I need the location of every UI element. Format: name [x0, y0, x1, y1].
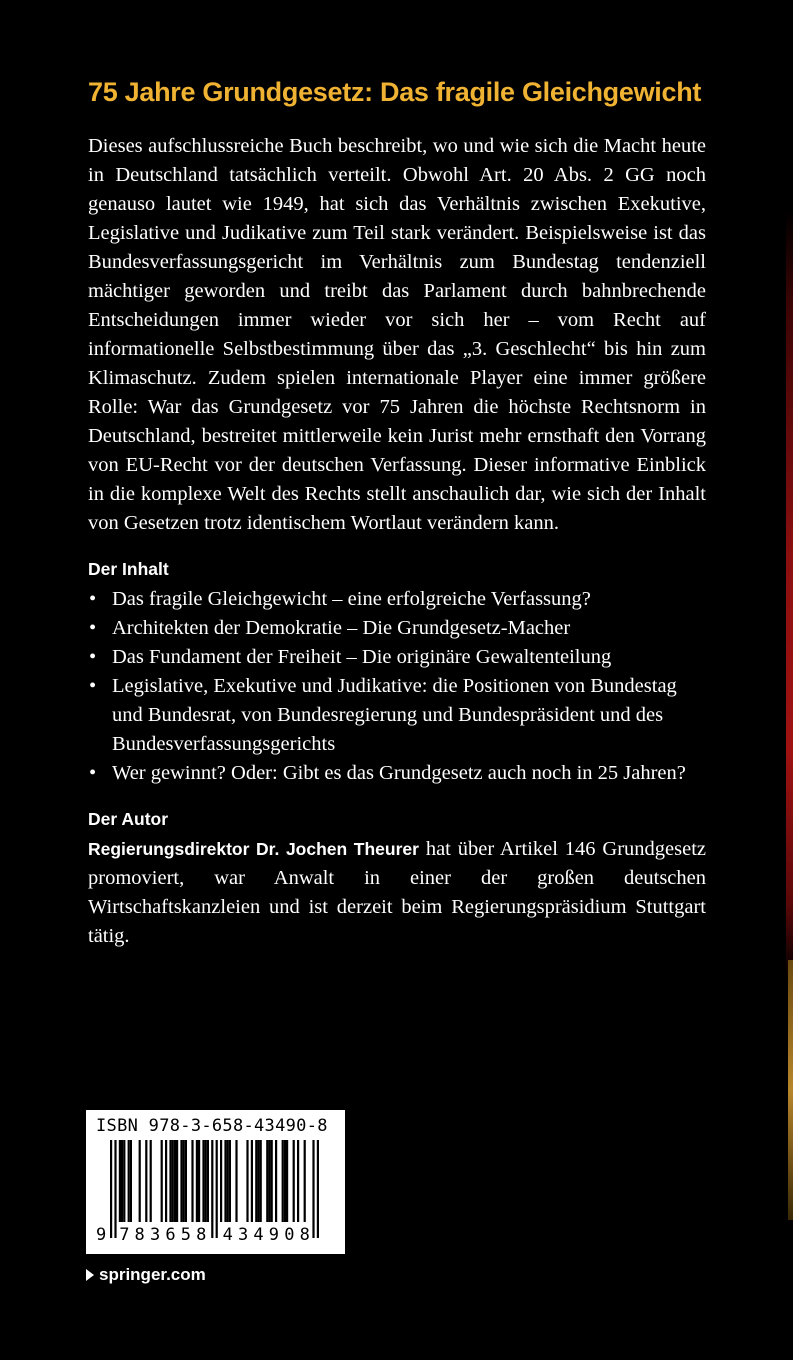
cover-edge-gold	[788, 960, 793, 1220]
bullet-mark: •	[89, 646, 97, 668]
publisher-link[interactable]	[86, 1264, 206, 1286]
author-heading: Der Autor	[88, 809, 169, 829]
contents-item	[88, 759, 706, 788]
barcode-digit: 4	[222, 1225, 233, 1245]
book-title: 75 Jahre Grundgesetz: Das fragile Gleichgewicht	[88, 77, 702, 107]
bullet-mark: •	[89, 588, 97, 610]
contents-item-text: Wer gewinnt? Oder: Gibt es das Grundgesetz auch noch in 25 Jahren?	[112, 762, 686, 784]
author-bio-text: hat über Artikel 146 Grundgesetz promoviert, war Anwalt in einer der großen deutschen Wirtschaftskanzleien und ist derzeit beim Regierungspräsidium Stuttgart tätig.	[88, 838, 706, 947]
contents-item	[88, 585, 706, 614]
barcode-digit: 8	[299, 1225, 310, 1245]
back-cover-content	[88, 74, 706, 951]
contents-item	[88, 643, 706, 672]
contents-heading: Der Inhalt	[88, 559, 169, 579]
contents-item-text: Das Fundament der Freiheit – Die originäre Gewaltenteilung	[112, 646, 612, 668]
contents-item-text: Das fragile Gleichgewicht – eine erfolgreiche Verfassung?	[112, 588, 591, 610]
barcode-digit: 8	[196, 1225, 207, 1245]
isbn-barcode	[86, 1110, 345, 1254]
barcode-digit: 5	[180, 1225, 192, 1245]
bullet-mark: •	[89, 675, 97, 697]
barcode-digit: 0	[284, 1225, 295, 1245]
author-bio	[88, 835, 706, 951]
barcode-digit: 3	[238, 1225, 249, 1245]
barcode-digit: 6	[165, 1225, 176, 1245]
contents-item-text: Architekten der Demokratie – Die Grundgesetz-Macher	[112, 617, 571, 639]
contents-item-text: Legislative, Exekutive und Judikative: die Positionen von Bundestag und Bundesrat, von Bundesregierung und Bundespräsident und des Bundesverfassungsgerichts	[112, 675, 677, 755]
cover-edge-red	[786, 210, 793, 980]
contents-item	[88, 672, 706, 759]
barcode-digit: 9	[268, 1225, 280, 1245]
barcode-digit: 7	[119, 1225, 130, 1245]
bullet-mark: •	[89, 617, 97, 639]
arrow-right-icon	[86, 1269, 94, 1281]
barcode-digit: 8	[134, 1225, 145, 1245]
book-description: Dieses aufschlussreiche Buch beschreibt, wo und wie sich die Macht heute in Deutschland tatsächlich verteilt. Obwohl Art. 20 Abs. 2 GG noch genauso lautet wie 1949, hat sich das Verhältnis zwischen Exekutive, Legislative und Judikative zum Teil stark verändert. Beispielsweise ist das Bundesverfassungsgericht im Verhältnis zum Bundestag tendenziell mächtiger geworden und treibt das Parlament durch bahnbrechende Entscheidungen immer wieder vor sich her – vom Recht auf informationelle Selbstbestimmung über das „3. Geschlecht“ bis hin zum Klimaschutz. Zudem spielen internationale Player eine immer größere Rolle: War das Grundgesetz vor 75 Jahren die höchste Rechtsnorm in Deutschland, bestreitet mittlerweile kein Jurist mehr ernsthaft den Vorrang von EU-Recht vor der deutschen Verfassung. Dieser informative Einblick in die komplexe Welt des Rechts stellt anschaulich dar, wie sich der Inhalt von Gesetzen trotz identischem Wortlaut verändern kann.	[88, 135, 706, 534]
contents-list	[88, 585, 706, 788]
barcode-digit: 9	[96, 1225, 107, 1245]
barcode-digits	[86, 1110, 345, 1254]
publisher-url: springer.com	[99, 1265, 206, 1284]
author-name: Regierungsdirektor Dr. Jochen Theurer	[88, 839, 419, 859]
contents-item	[88, 614, 706, 643]
barcode-digit: 4	[253, 1225, 264, 1245]
isbn-number: ISBN 978-3-658-43490-8	[96, 1116, 328, 1136]
bullet-mark: •	[89, 762, 97, 784]
barcode-digit: 3	[150, 1225, 161, 1245]
